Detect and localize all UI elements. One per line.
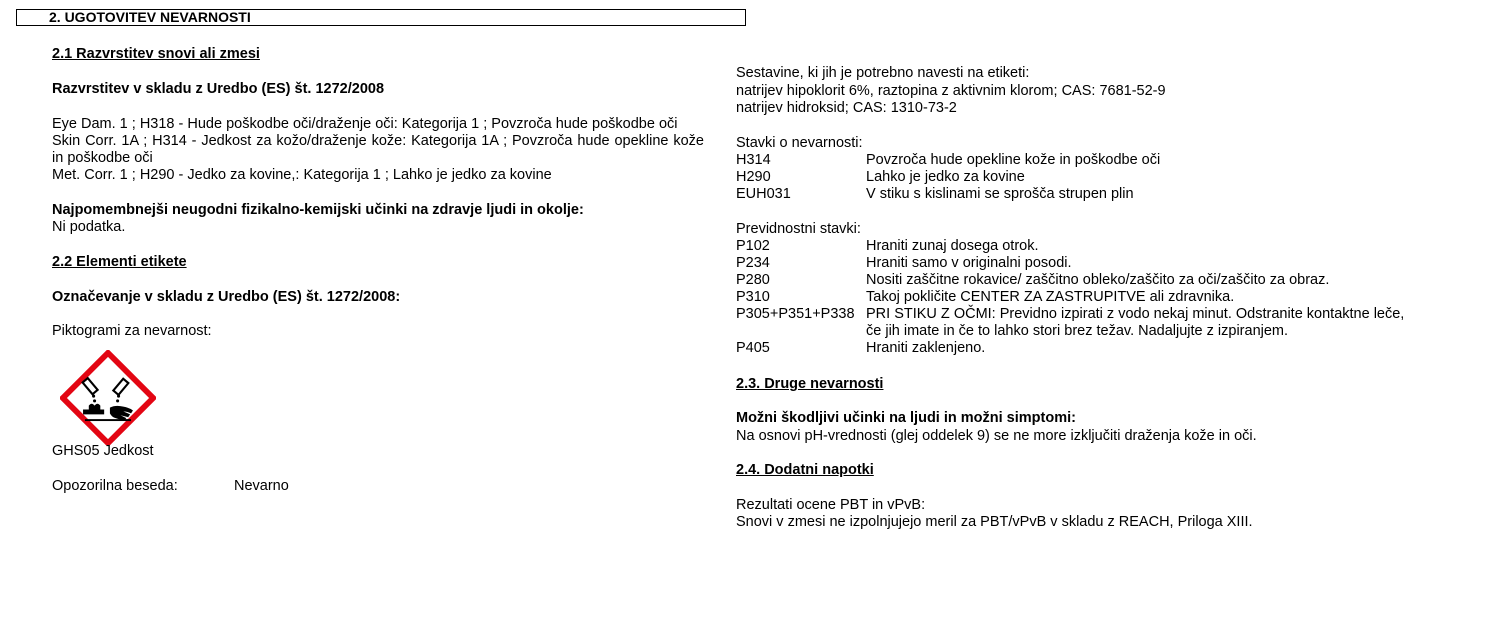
statement-text: V stiku s kislinami se sprošča strupen plin xyxy=(866,186,1134,202)
precautionary-statement-row xyxy=(736,272,1436,289)
precautionary-statement-row xyxy=(736,255,1436,272)
statement-text: Povzroča hude opekline kože in poškodbe oči xyxy=(866,152,1161,168)
precautionary-statement-row xyxy=(736,306,1436,340)
section-2-3-title: 2.3. Druge nevarnosti xyxy=(736,376,884,392)
effects-text: Ni podatka. xyxy=(52,219,126,235)
signal-word-label: Opozorilna beseda: xyxy=(52,478,178,494)
pictogram-caption: GHS05 Jedkost xyxy=(52,443,154,459)
statement-text: Hraniti samo v originalni posodi. xyxy=(866,255,1072,271)
statement-text: Hraniti zunaj dosega otrok. xyxy=(866,238,1039,254)
classification-line: Skin Corr. 1A ; H314 - Jedkost za kožo/draženje kože: Kategorija 1A ; Povzroča hude opekline kože in poškodbe oči xyxy=(52,133,704,166)
statement-code: P305+P351+P338 xyxy=(736,306,855,322)
pbt-text: Snovi v zmesi ne izpolnjujejo meril za PBT/vPvB v skladu z REACH, Priloga XIII. xyxy=(736,514,1253,530)
statement-code: P280 xyxy=(736,272,770,288)
hazard-statement-row xyxy=(736,152,1436,169)
hazard-statements-label: Stavki o nevarnosti: xyxy=(736,135,863,151)
precautionary-statement-row xyxy=(736,289,1436,306)
ghs05-corrosion-icon xyxy=(60,350,156,446)
statement-code: P405 xyxy=(736,340,770,356)
precautionary-statement-row xyxy=(736,238,1436,255)
statement-code: H314 xyxy=(736,152,771,168)
precautionary-statement-row xyxy=(736,340,1436,357)
statement-code: EUH031 xyxy=(736,186,791,202)
statement-text: Takoj pokličite CENTER ZA ZASTRUPITVE ali zdravnika. xyxy=(866,289,1235,305)
statement-code: P102 xyxy=(736,238,770,254)
section-2-4-title: 2.4. Dodatni napotki xyxy=(736,462,874,478)
statement-text: PRI STIKU Z OČMI: Previdno izpirati z vodo nekaj minut. Odstranite kontaktne leče, če jih imate in če to lahko stori brez težav. Nadaljujte z izpiranjem. xyxy=(866,306,1405,339)
signal-word-row xyxy=(52,478,452,495)
signal-word-value: Nevarno xyxy=(234,478,289,494)
hazard-statement-row xyxy=(736,169,1436,186)
statement-text: Hraniti zaklenjeno. xyxy=(866,340,986,356)
statement-code: P310 xyxy=(736,289,770,305)
statement-text: Nositi zaščitne rokavice/ zaščitno obleko/zaščito za oči/zaščito za obraz. xyxy=(866,272,1330,288)
statement-code: P234 xyxy=(736,255,770,271)
effects-heading: Najpomembnejši neugodni fizikalno-kemijski učinki na zdravje ljudi in okolje: xyxy=(52,202,584,218)
classification-line: Met. Corr. 1 ; H290 - Jedko za kovine,: Kategorija 1 ; Lahko je jedko za kovine xyxy=(52,167,552,183)
statement-code: H290 xyxy=(736,169,771,185)
statement-text: Lahko je jedko za kovine xyxy=(866,169,1025,185)
section-2-1-title: 2.1 Razvrstitev snovi ali zmesi xyxy=(52,46,260,62)
ingredient-line: natrijev hidroksid; CAS: 1310-73-2 xyxy=(736,100,957,116)
ingredients-label: Sestavine, ki jih je potrebno navesti na etiketi: xyxy=(736,65,1030,81)
classification-heading: Razvrstitev v skladu z Uredbo (ES) št. 1272/2008 xyxy=(52,81,385,97)
hazard-statement-row xyxy=(736,186,1436,203)
symptoms-heading: Možni škodljivi učinki na ljudi in možni simptomi: xyxy=(736,410,1076,426)
section-2-2-title: 2.2 Elementi etikete xyxy=(52,254,187,270)
precautionary-statements-label: Previdnostni stavki: xyxy=(736,221,861,237)
labelling-heading: Označevanje v skladu z Uredbo (ES) št. 1272/2008: xyxy=(52,289,401,305)
hazard-statements-list xyxy=(736,152,1436,203)
section-header: 2. UGOTOVITEV NEVARNOSTI xyxy=(16,9,746,26)
pbt-label: Rezultati ocene PBT in vPvB: xyxy=(736,497,926,513)
ingredient-line: natrijev hipoklorit 6%, raztopina z aktivnim klorom; CAS: 7681-52-9 xyxy=(736,83,1166,99)
precautionary-statements-list xyxy=(736,238,1436,357)
classification-line: Eye Dam. 1 ; H318 - Hude poškodbe oči/draženje oči: Kategorija 1 ; Povzroča hude poškodbe oči xyxy=(52,116,678,132)
pictograms-label: Piktogrami za nevarnost: xyxy=(52,323,212,339)
symptoms-text: Na osnovi pH-vrednosti (glej oddelek 9) se ne more izključiti draženja kože in oči. xyxy=(736,428,1257,444)
